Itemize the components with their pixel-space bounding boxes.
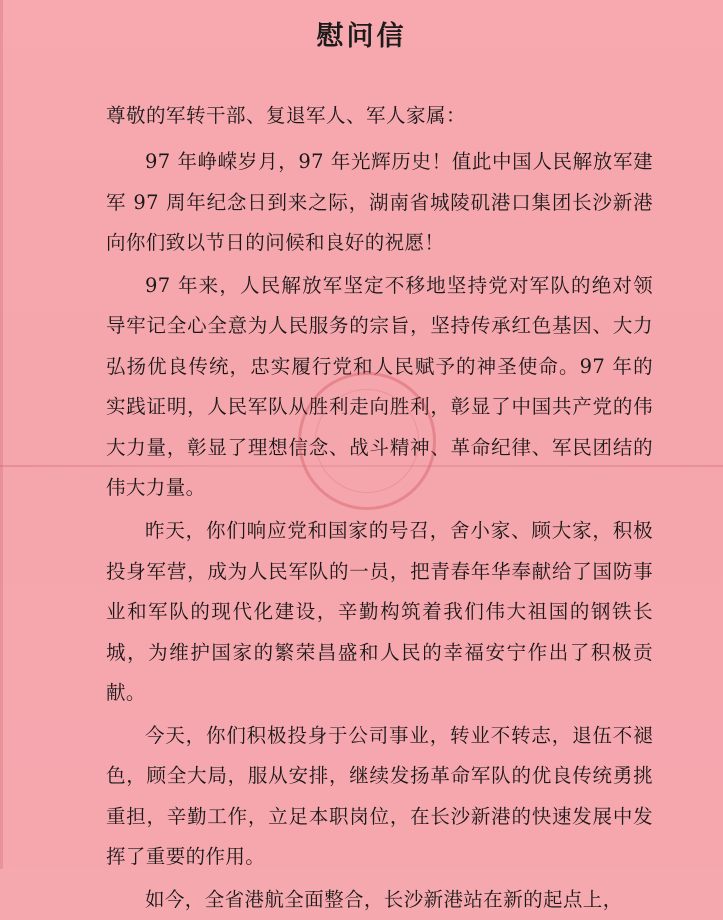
- page-title: 慰问信: [316, 21, 407, 52]
- letter-body: [0, 97, 723, 920]
- page-left-edge: [0, 0, 3, 869]
- paragraph-2: 97 年来，人民解放军坚定不移地坚持党对军队的绝对领导牢记全心全意为人民服务的宗旨，坚持传承红色基因、大力弘扬优良传统，忠实履行党和人民赋予的神圣使命。97 年的实践证明，人民军队从胜利走向胜利，彰显了中国共产党的伟大力量，彰显了理想信念、战斗精神、革命纪律、军民团结的伟大力量。: [106, 273, 653, 500]
- paragraph-5: 如今，全省港航全面整合，长沙新港站在新的起点上，: [145, 887, 623, 911]
- paragraph-1: 97 年峥嵘岁月，97 年光辉历史！值此中国人民解放军建军 97 周年纪念日到来之际，湖南省城陵矶港口集团长沙新港向你们致以节日的问候和良好的祝愿！: [106, 150, 653, 255]
- salutation: 尊敬的军转干部、复退军人、军人家属：: [106, 104, 467, 127]
- paper-fold-line: [0, 465, 723, 467]
- paragraph-4: 今天，你们积极投身于公司事业，转业不转志，退伍不褪色，顾全大局，服从安排，继续发扬革命军队的优良传统勇挑重担，辛勤工作，立足本职岗位，在长沙新港的快速发展中发挥了重要的作用。: [106, 723, 653, 869]
- paragraph-3: 昨天，你们响应党和国家的号召，舍小家、顾大家，积极投身军营，成为人民军队的一员，把青春年华奉献给了国防事业和军队的现代化建设，辛勤构筑着我们伟大祖国的钢铁长城，为维护国家的繁荣昌盛和人民的幸福安宁作出了积极贡献。: [106, 518, 653, 705]
